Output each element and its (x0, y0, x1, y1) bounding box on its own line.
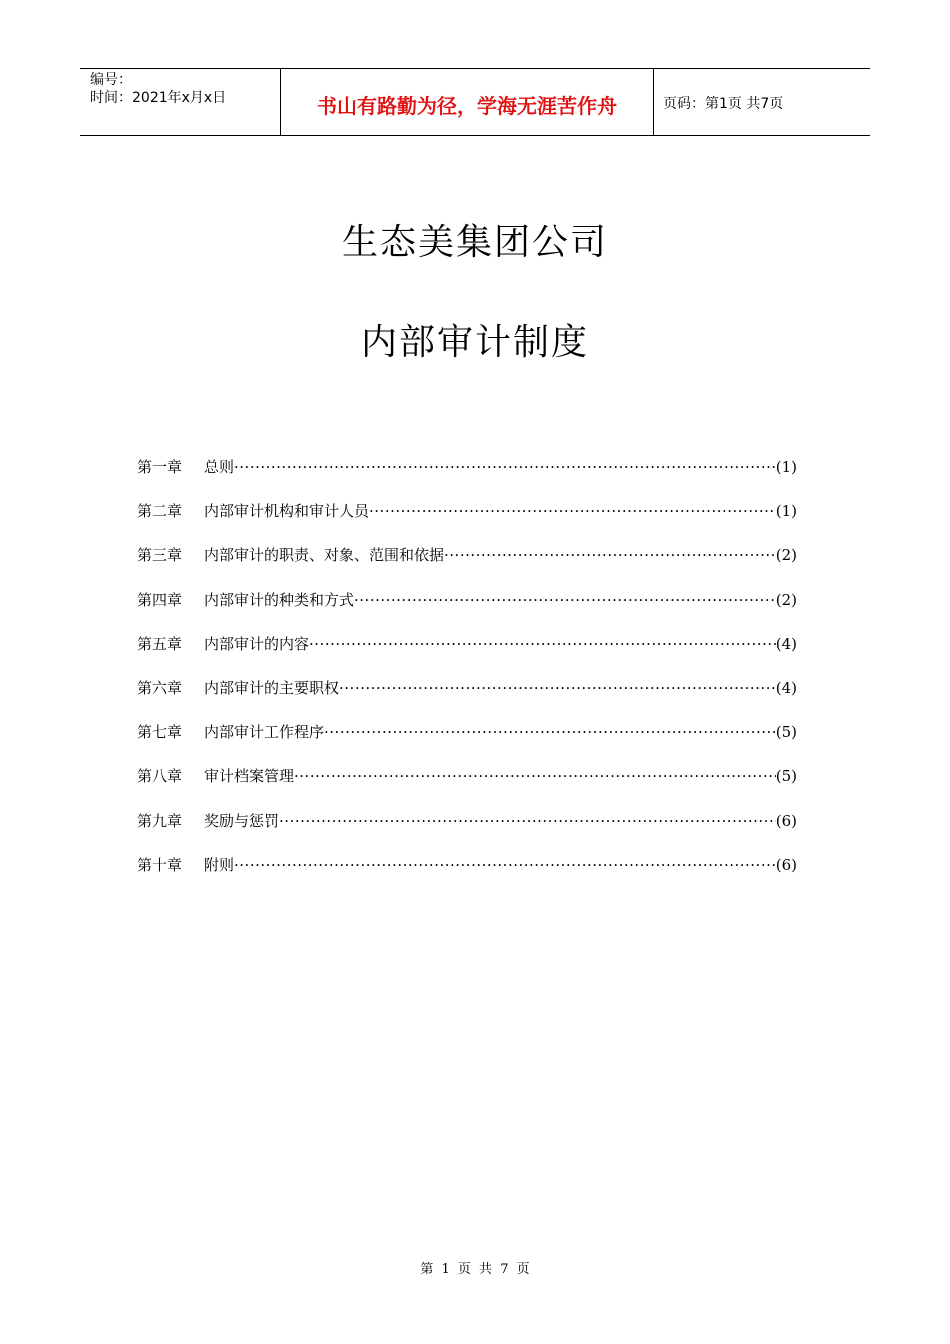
toc-dot-leader (354, 591, 776, 609)
toc-chapter-title: 内部审计的主要职权 (204, 678, 340, 697)
toc-entry[interactable] (137, 589, 797, 633)
toc-chapter-number: 第六章 (137, 678, 183, 697)
document-date: 时间：2021年x月x日 (90, 90, 227, 106)
toc-chapter-title: 总则 (204, 458, 235, 476)
toc-dot-leader (324, 723, 776, 741)
toc-entry[interactable] (137, 854, 797, 898)
document-header (80, 68, 870, 136)
toc-chapter-number: 第七章 (137, 723, 183, 742)
header-page-count: 页码：第1页 共7页 (663, 96, 784, 112)
toc-page-number: (4) (775, 634, 797, 653)
toc-chapter-number: 第三章 (137, 546, 183, 565)
toc-entry[interactable] (137, 456, 797, 500)
toc-chapter-title: 审计档案管理 (204, 767, 295, 786)
toc-chapter-title: 内部审计工作程序 (204, 723, 325, 742)
toc-entry[interactable] (137, 721, 797, 765)
toc-page-number: (6) (775, 811, 797, 830)
toc-page-number: (5) (775, 767, 797, 786)
toc-dot-leader (294, 767, 776, 785)
toc-chapter-number: 第五章 (137, 634, 183, 653)
toc-chapter-number: 第十章 (137, 855, 183, 874)
toc-dot-leader (339, 679, 776, 697)
toc-entry[interactable] (137, 544, 797, 588)
toc-entry[interactable] (137, 677, 797, 721)
toc-chapter-number: 第四章 (137, 590, 183, 609)
table-of-contents (137, 456, 797, 898)
toc-page-number: (4) (775, 678, 797, 697)
company-title: 生态美集团公司 (341, 222, 608, 263)
toc-chapter-number: 第二章 (137, 502, 183, 521)
toc-chapter-number: 第九章 (137, 811, 183, 830)
toc-entry[interactable] (137, 810, 797, 854)
toc-chapter-title: 内部审计的内容 (204, 634, 310, 653)
toc-entry[interactable] (137, 500, 797, 544)
toc-entry[interactable] (137, 633, 797, 677)
toc-dot-leader (309, 635, 776, 653)
document-title: 内部审计制度 (360, 322, 589, 363)
toc-page-number: (6) (775, 855, 797, 874)
toc-entry[interactable] (137, 765, 797, 809)
toc-chapter-number: 第一章 (137, 458, 183, 476)
toc-chapter-number: 第八章 (137, 767, 183, 786)
toc-dot-leader (444, 546, 776, 564)
toc-page-number: (5) (775, 723, 797, 742)
header-motto: 书山有路勤为径，学海无涯苦作舟 (281, 69, 654, 135)
toc-dot-leader (369, 502, 776, 520)
header-meta (80, 69, 281, 135)
document-number-label: 编号： (90, 72, 132, 88)
toc-chapter-title: 内部审计机构和审计人员 (204, 502, 370, 521)
toc-dot-leader (234, 458, 776, 476)
toc-chapter-title: 奖励与惩罚 (204, 811, 280, 830)
page-footer: 第 1 页 共 7 页 (420, 1262, 530, 1277)
toc-dot-leader (279, 812, 776, 830)
toc-dot-leader (234, 856, 776, 874)
toc-chapter-title: 内部审计的种类和方式 (204, 590, 355, 609)
toc-page-number: (1) (775, 458, 797, 476)
toc-page-number: (2) (775, 590, 797, 609)
toc-chapter-title: 附则 (204, 855, 235, 874)
toc-chapter-title: 内部审计的职责、对象、范围和依据 (204, 546, 445, 565)
toc-page-number: (1) (775, 502, 797, 521)
toc-page-number: (2) (775, 546, 797, 565)
